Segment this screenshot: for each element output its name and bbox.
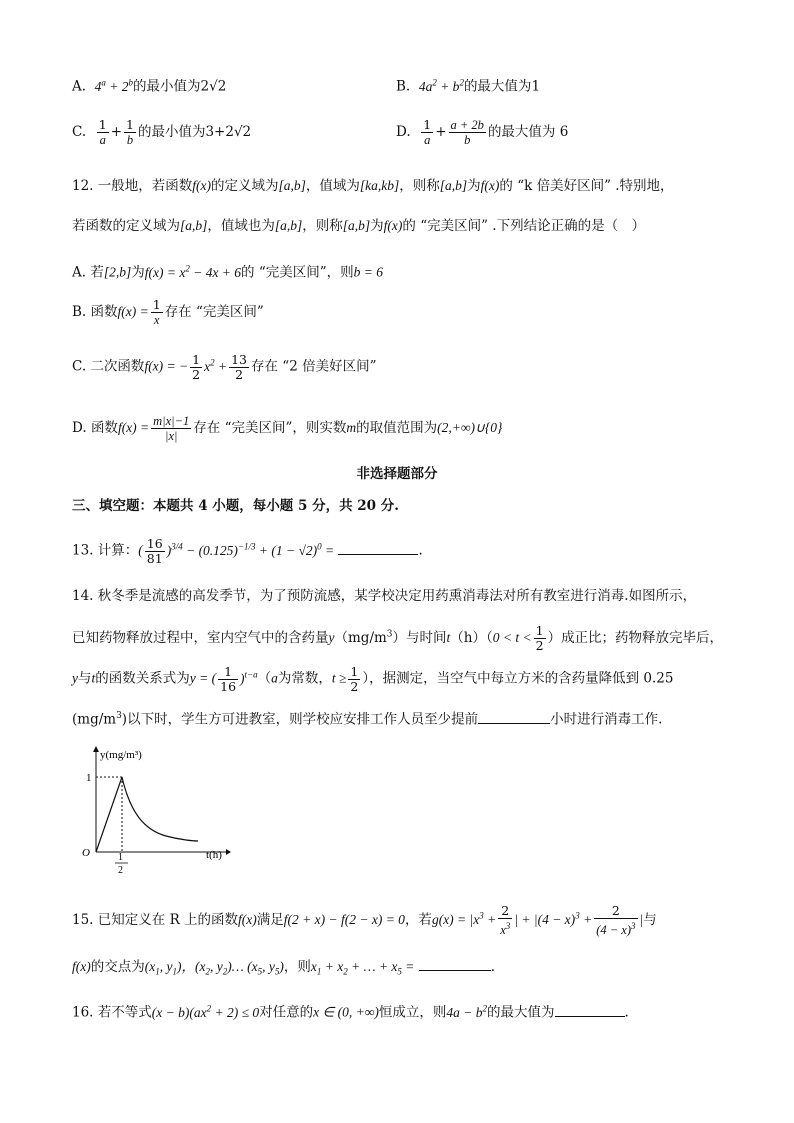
q12-option-b: B. 函数f(x) = $\frac{1}{x}$ 存在 “完美区间” bbox=[72, 297, 264, 327]
x-axis-arrow-icon bbox=[226, 849, 231, 855]
q16: 16. 若不等式$(x - b)(ax^2 + 2) \le 0$对任意的x ∈ (0, +∞)恒成立，则$4a - b^2$的最大值为 . bbox=[72, 1003, 629, 1021]
q14-line4: $(mg/m^3)$以下时，学生方可进教室，则学校应安排工作人员至少提前 小时进行消毒工作. bbox=[72, 706, 662, 730]
graph-half-den: 2 bbox=[118, 865, 123, 876]
q14-line2: 已知药物释放过程中，室内空气中的含药量$y(mg/m^3)$与时间t（h）（0 < t < $\frac{1}{2}$ ）成正比；药物释放完毕后， bbox=[72, 623, 724, 653]
y-axis-arrow-icon bbox=[93, 746, 99, 752]
q14-graph bbox=[66, 742, 236, 877]
section-heading: 三、填空题：本题共 4 小题，每小题 5 分，共 20 分. bbox=[72, 498, 399, 514]
q13: 13. 计算：( $\frac{16}{81}$ )$^{3/4} - (0.125)^{-1/3} + (1 - √2)^0$ = . bbox=[72, 535, 423, 566]
q14-line1: 14. 秋冬季是流感的高发季节，为了预防流感，某学校决定用药熏消毒法对所有教室进行消毒.如图所示， bbox=[72, 588, 697, 604]
graph-half-num: 1 bbox=[118, 852, 123, 863]
q12-line1: 12. 一般地，若函数f(x)的定义域为[a,b]，值域为[ka,kb]，则称[a,b]为f(x)的 “k 倍美好区间” .特别地， bbox=[72, 178, 674, 194]
graph-one-label: 1 bbox=[86, 772, 92, 784]
graph-x-label: t(h) bbox=[206, 849, 222, 861]
q12-option-c: C. 二次函数f(x) = − $\frac{1}{2}$ $x^2$ + $\frac{13}{2}$ 存在 “2 倍美好区间” bbox=[72, 351, 377, 382]
q12-line2: 若函数的定义域为[a,b]，值域也为[a,b]，则称[a,b]为f(x)的 “完美区间” .下列结论正确的是（ ） bbox=[72, 218, 646, 234]
q15-line1: 15. 已知定义在 R 上的函数f(x)满足f(2 + x) − f(2 − x) = 0，若$g(x) = |x^3$ + $\frac{2}{x^3}$ | + $|(4 - x)^3$ + $\frac{2}{(4 - x)^3}$ |与 bbox=[72, 903, 657, 938]
rising-curve bbox=[96, 777, 122, 852]
decay-curve bbox=[122, 777, 198, 841]
graph-y-label: y(mg/m³) bbox=[100, 749, 142, 761]
q13-answer-blank[interactable] bbox=[338, 540, 418, 555]
graph-origin-label: O bbox=[82, 847, 90, 859]
q15-answer-blank[interactable] bbox=[419, 956, 491, 971]
q15-line2: f(x)的交点为($x_1$, $y_1$)，($x_2$, $y_2)\dots$ ($x_5$, $y_5$)，则$x_1 + x_2$ + … + $x_5$ = . bbox=[72, 956, 495, 982]
q11-option-a: A. $4^a + 2^b$的最小值为2√2 bbox=[72, 77, 227, 95]
q12-option-a: A. 若[2,b]为$f(x) = x^2 - 4x + 6$的 “完美区间”，则b = 6 bbox=[72, 263, 384, 281]
q14-line3: y与t的函数关系式为y = ( $\frac{1}{16}$ )$^{t-a}$（a为常数，t ≥ $\frac{1}{2}$ ），据测定，当空气中每立方米的含药量降低到 0.25 bbox=[72, 663, 674, 694]
q11-option-c: C. $\frac{1}{a}$ + $\frac{1}{b}$ 的最小值为3+2√2 bbox=[72, 117, 252, 147]
q11-option-b: B. $4a^2 + b^2$的最大值为1 bbox=[396, 77, 541, 95]
section-title: 非选择题部分 bbox=[356, 466, 438, 482]
q16-answer-blank[interactable] bbox=[555, 1002, 625, 1017]
q12-option-d: D. 函数f(x) = $\frac{m|x|-1}{|x|}$ 存在 “完美区间”，则实数m的取值范围为(2,+∞)∪{0} bbox=[72, 414, 503, 443]
q14-answer-blank[interactable] bbox=[478, 709, 550, 724]
q11-option-d: D. $\frac{1}{a}$ + $\frac{a + 2b}{b}$ 的最大值为 6 bbox=[396, 117, 569, 147]
